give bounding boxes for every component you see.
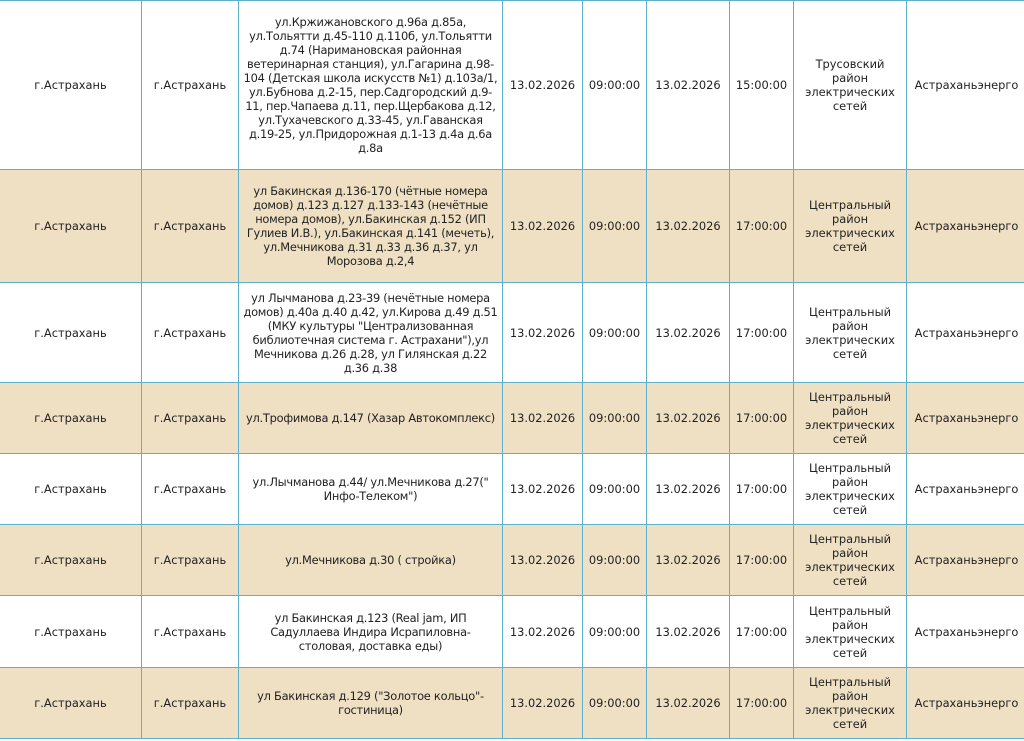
city-cell: г.Астрахань (142, 596, 239, 668)
company-cell: Астраханьэнерго (907, 668, 1024, 739)
table-row (0, 1, 1024, 170)
address-cell: ул.Мечникова д.30 ( стройка) (239, 525, 503, 596)
end-time-cell: 17:00:00 (730, 283, 794, 383)
start-date-cell: 13.02.2026 (503, 525, 583, 596)
company-cell: Астраханьэнерго (907, 1, 1024, 170)
region-cell: г.Астрахань (0, 170, 142, 283)
start-date-cell: 13.02.2026 (503, 668, 583, 739)
start-time-cell: 09:00:00 (583, 525, 647, 596)
end-time-cell: 17:00:00 (730, 454, 794, 525)
city-cell: г.Астрахань (142, 668, 239, 739)
region-cell: г.Астрахань (0, 383, 142, 454)
start-time-cell: 09:00:00 (583, 596, 647, 668)
start-date-cell: 13.02.2026 (503, 1, 583, 170)
department-cell: Центральный район электрических сетей (794, 383, 907, 454)
address-cell: ул.Кржижановского д.96а д.85а, ул.Тольятти д.45-110 д.110б, ул.Тольятти д.74 (Наримановская районная ветеринарная станция), ул.Гагарина д.98-104 (Детская школа искусств №1) д.103а/1, ул.Бубнова д.2-15, пер.Садгородский д.9-11, пер.Чапаева д.11, пер.Щербакова д.12, ул.Тухачевского д.33-45, ул.Гаванская д.19-25, ул.Придорожная д.1-13 д.4а д.6а д.8а (239, 1, 503, 170)
department-cell: Центральный район электрических сетей (794, 170, 907, 283)
region-cell: г.Астрахань (0, 1, 142, 170)
region-cell: г.Астрахань (0, 454, 142, 525)
end-time-cell: 17:00:00 (730, 383, 794, 454)
address-cell: ул Бакинская д.129 ("Золотое кольцо"-гостиница) (239, 668, 503, 739)
end-date-cell: 13.02.2026 (647, 525, 730, 596)
company-cell: Астраханьэнерго (907, 454, 1024, 525)
table-row (0, 596, 1024, 668)
company-cell: Астраханьэнерго (907, 383, 1024, 454)
city-cell: г.Астрахань (142, 283, 239, 383)
department-cell: Центральный район электрических сетей (794, 454, 907, 525)
end-date-cell: 13.02.2026 (647, 596, 730, 668)
end-time-cell: 17:00:00 (730, 668, 794, 739)
region-cell: г.Астрахань (0, 283, 142, 383)
company-cell: Астраханьэнерго (907, 525, 1024, 596)
table-row (0, 170, 1024, 283)
end-time-cell: 17:00:00 (730, 525, 794, 596)
city-cell: г.Астрахань (142, 383, 239, 454)
start-date-cell: 13.02.2026 (503, 170, 583, 283)
address-cell: ул.Трофимова д.147 (Хазар Автокомплекс) (239, 383, 503, 454)
end-date-cell: 13.02.2026 (647, 383, 730, 454)
region-cell: г.Астрахань (0, 525, 142, 596)
department-cell: Центральный район электрических сетей (794, 668, 907, 739)
end-date-cell: 13.02.2026 (647, 454, 730, 525)
start-time-cell: 09:00:00 (583, 170, 647, 283)
end-time-cell: 17:00:00 (730, 170, 794, 283)
table-row (0, 454, 1024, 525)
start-date-cell: 13.02.2026 (503, 596, 583, 668)
table-row (0, 383, 1024, 454)
start-date-cell: 13.02.2026 (503, 454, 583, 525)
region-cell: г.Астрахань (0, 668, 142, 739)
table-row (0, 525, 1024, 596)
department-cell: Центральный район электрических сетей (794, 283, 907, 383)
start-time-cell: 09:00:00 (583, 1, 647, 170)
end-time-cell: 17:00:00 (730, 596, 794, 668)
start-time-cell: 09:00:00 (583, 668, 647, 739)
region-cell: г.Астрахань (0, 596, 142, 668)
start-date-cell: 13.02.2026 (503, 383, 583, 454)
company-cell: Астраханьэнерго (907, 596, 1024, 668)
end-time-cell: 15:00:00 (730, 1, 794, 170)
address-cell: ул.Лычманова д.44/ ул.Мечникова д.27(" Инфо-Телеком") (239, 454, 503, 525)
company-cell: Астраханьэнерго (907, 283, 1024, 383)
end-date-cell: 13.02.2026 (647, 170, 730, 283)
department-cell: Трусовский район электрических сетей (794, 1, 907, 170)
city-cell: г.Астрахань (142, 1, 239, 170)
city-cell: г.Астрахань (142, 170, 239, 283)
address-cell: ул Бакинская д.136-170 (чётные номера домов) д.123 д.127 д.133-143 (нечётные номера домов), ул.Бакинская д.152 (ИП Гулиев И.В.), ул.Бакинская д.141 (мечеть), ул.Мечникова д.31 д.33 д.36 д.37, ул Морозова д.2,4 (239, 170, 503, 283)
end-date-cell: 13.02.2026 (647, 283, 730, 383)
start-time-cell: 09:00:00 (583, 454, 647, 525)
department-cell: Центральный район электрических сетей (794, 596, 907, 668)
end-date-cell: 13.02.2026 (647, 668, 730, 739)
start-time-cell: 09:00:00 (583, 383, 647, 454)
address-cell: ул Лычманова д.23-39 (нечётные номера домов) д.40а д.40 д.42, ул.Кирова д.49 д.51 (МКУ культуры "Централизованная библиотечная система г. Астрахани"),ул Мечникова д.26 д.28, ул Гилянская д.22 д.36 д.38 (239, 283, 503, 383)
start-date-cell: 13.02.2026 (503, 283, 583, 383)
address-cell: ул Бакинская д.123 (Real jam, ИП Садуллаева Индира Исрапиловна-столовая, доставка еды) (239, 596, 503, 668)
end-date-cell: 13.02.2026 (647, 1, 730, 170)
table-row (0, 283, 1024, 383)
city-cell: г.Астрахань (142, 525, 239, 596)
table-row (0, 668, 1024, 739)
company-cell: Астраханьэнерго (907, 170, 1024, 283)
department-cell: Центральный район электрических сетей (794, 525, 907, 596)
city-cell: г.Астрахань (142, 454, 239, 525)
start-time-cell: 09:00:00 (583, 283, 647, 383)
